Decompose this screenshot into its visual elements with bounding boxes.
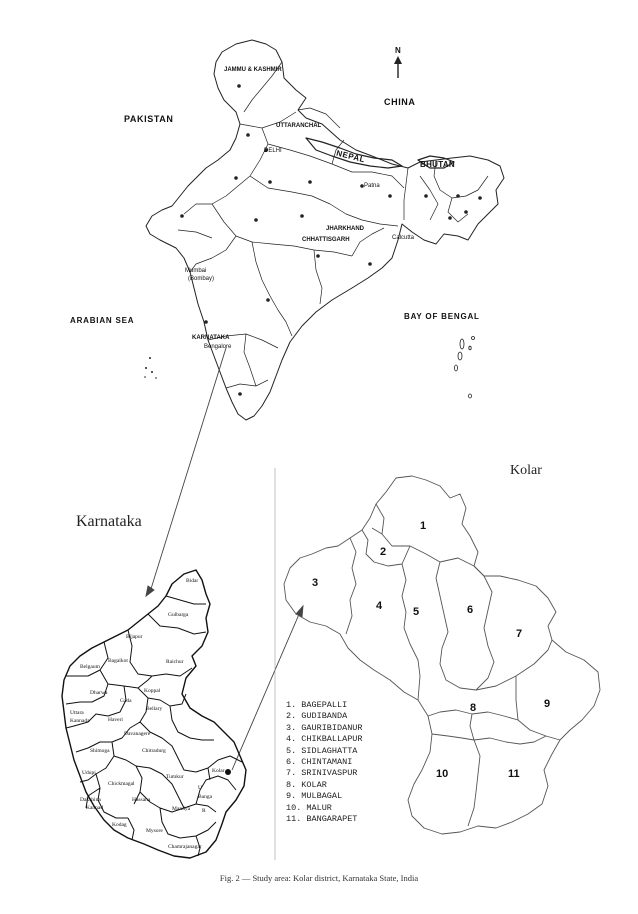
taluk-number-9: 9 — [544, 698, 551, 710]
district-bangalore: Banga — [198, 794, 213, 800]
kolar-taluk-boundaries — [346, 504, 560, 826]
label-bombay: (Bombay) — [188, 276, 215, 282]
label-bhutan: BHUTAN — [420, 160, 455, 169]
legend-item: 7. SRINIVASPUR — [286, 768, 358, 779]
label-china: CHINA — [384, 97, 416, 107]
district-tumkur: Tumkur — [166, 774, 184, 780]
district-chamarajanagar: Chamrajanagar — [168, 844, 202, 850]
karnataka-districts — [66, 596, 242, 856]
legend-item: 2. GUDIBANDA — [286, 711, 348, 722]
taluk-number-10: 10 — [436, 768, 449, 780]
district-koppal: Koppal — [144, 688, 161, 694]
legend-item: 10. MALUR — [286, 802, 332, 813]
district-kolar: Kolar — [212, 768, 225, 774]
legend-item: 8. KOLAR — [286, 779, 327, 790]
label-pakistan: PAKISTAN — [124, 114, 174, 124]
legend-item: 6. CHINTAMANI — [286, 757, 353, 768]
district-chitradurga: Chitradurg — [142, 748, 166, 754]
label-nepal: NEPAL — [335, 148, 367, 165]
taluk-legend — [286, 700, 363, 825]
label-arabian-sea: ARABIAN SEA — [70, 316, 135, 325]
district-bagalkot: Bagalkot — [108, 658, 128, 664]
district-dharwad: Dharwa — [90, 690, 108, 696]
district-davanagere: Davanagere — [124, 731, 151, 737]
label-jammu-kashmir: JAMMU & KASHMIR — [224, 67, 282, 73]
kolar-title: Kolar — [510, 463, 542, 478]
district-mysore: Mysore — [146, 828, 163, 834]
district-shimoga: Shimoga — [90, 748, 110, 754]
district-uttara: Uttara — [70, 710, 84, 716]
district-bijapur: Bijapur — [126, 634, 143, 640]
legend-item: 9. MULBAGAL — [286, 791, 343, 802]
label-delhi: DELHI — [264, 148, 282, 154]
district-gadag: Gada — [120, 698, 132, 704]
legend-item: 4. CHIKBALLAPUR — [286, 734, 363, 745]
arrow-india-to-karnataka — [146, 348, 226, 596]
label-calcutta: Calcutta — [392, 235, 415, 241]
taluk-number-2: 2 — [380, 546, 387, 558]
india-outline — [146, 40, 504, 420]
india-map — [144, 40, 504, 420]
district-kodagu: Kodag — [112, 822, 127, 828]
district-mandya: Mandya — [172, 806, 191, 812]
district-udupi: Udupi — [82, 770, 96, 776]
legend-item: 5. SIDLAGHATTA — [286, 745, 358, 756]
district-u: U — [198, 785, 202, 791]
lakshadweep-islands — [144, 357, 157, 379]
district-dakshina-kannada: Kannad — [86, 805, 104, 811]
district-dakshina: Dakshina — [80, 797, 101, 803]
taluk-number-8: 8 — [470, 702, 477, 714]
taluk-number-4: 4 — [376, 600, 383, 612]
karnataka-map — [62, 570, 246, 858]
taluk-number-11: 11 — [508, 768, 520, 780]
label-jharkhand: JHARKHAND — [326, 226, 365, 232]
taluk-number-1: 1 — [420, 520, 427, 532]
label-uttaranchal: UTTARANCHAL — [276, 123, 322, 129]
kolar-marker — [225, 769, 231, 775]
label-bay-of-bengal: BAY OF BENGAL — [404, 312, 480, 321]
taluk-number-6: 6 — [467, 604, 474, 616]
label-karnataka-state: KARNATAKA — [192, 335, 230, 341]
north-arrow-head — [394, 56, 402, 64]
taluk-number-7: 7 — [516, 628, 523, 640]
legend-item: 11. BANGARAPET — [286, 814, 358, 825]
taluk-number-5: 5 — [413, 606, 420, 618]
district-haveri: Haveri — [108, 717, 123, 723]
district-belgaum: Belgaum — [80, 664, 100, 670]
district-raichur: Raichur — [166, 659, 184, 665]
district-uttara-kannada: Kannada — [70, 718, 90, 724]
karnataka-title: Karnataka — [76, 513, 142, 530]
label-bangalore-india: Bengalore — [204, 344, 232, 350]
north-label: N — [395, 46, 401, 55]
label-patna: Patna — [364, 183, 380, 189]
district-ramanagar: R — [202, 808, 206, 814]
district-bellary: Bellary — [146, 706, 163, 712]
label-mumbai: Mumbai — [185, 268, 207, 274]
legend-item: 1. BAGEPALLI — [286, 700, 348, 710]
andaman-islands — [455, 337, 475, 399]
taluk-number-3: 3 — [312, 577, 319, 589]
district-hassana: Hassana — [132, 797, 151, 803]
figure-caption: Fig. 2 — Study area: Kolar district, Karnataka State, India — [219, 873, 419, 883]
legend-item: 3. GAURIBIDANUR — [286, 722, 363, 733]
district-bidar: Bidar — [186, 578, 199, 584]
district-chickmagalur: Chickmagal — [108, 781, 135, 787]
label-chhattisgarh: CHHATTISGARH — [302, 237, 350, 243]
karnataka-outline — [62, 570, 246, 858]
district-gulbarga: Gulbarga — [168, 612, 189, 618]
